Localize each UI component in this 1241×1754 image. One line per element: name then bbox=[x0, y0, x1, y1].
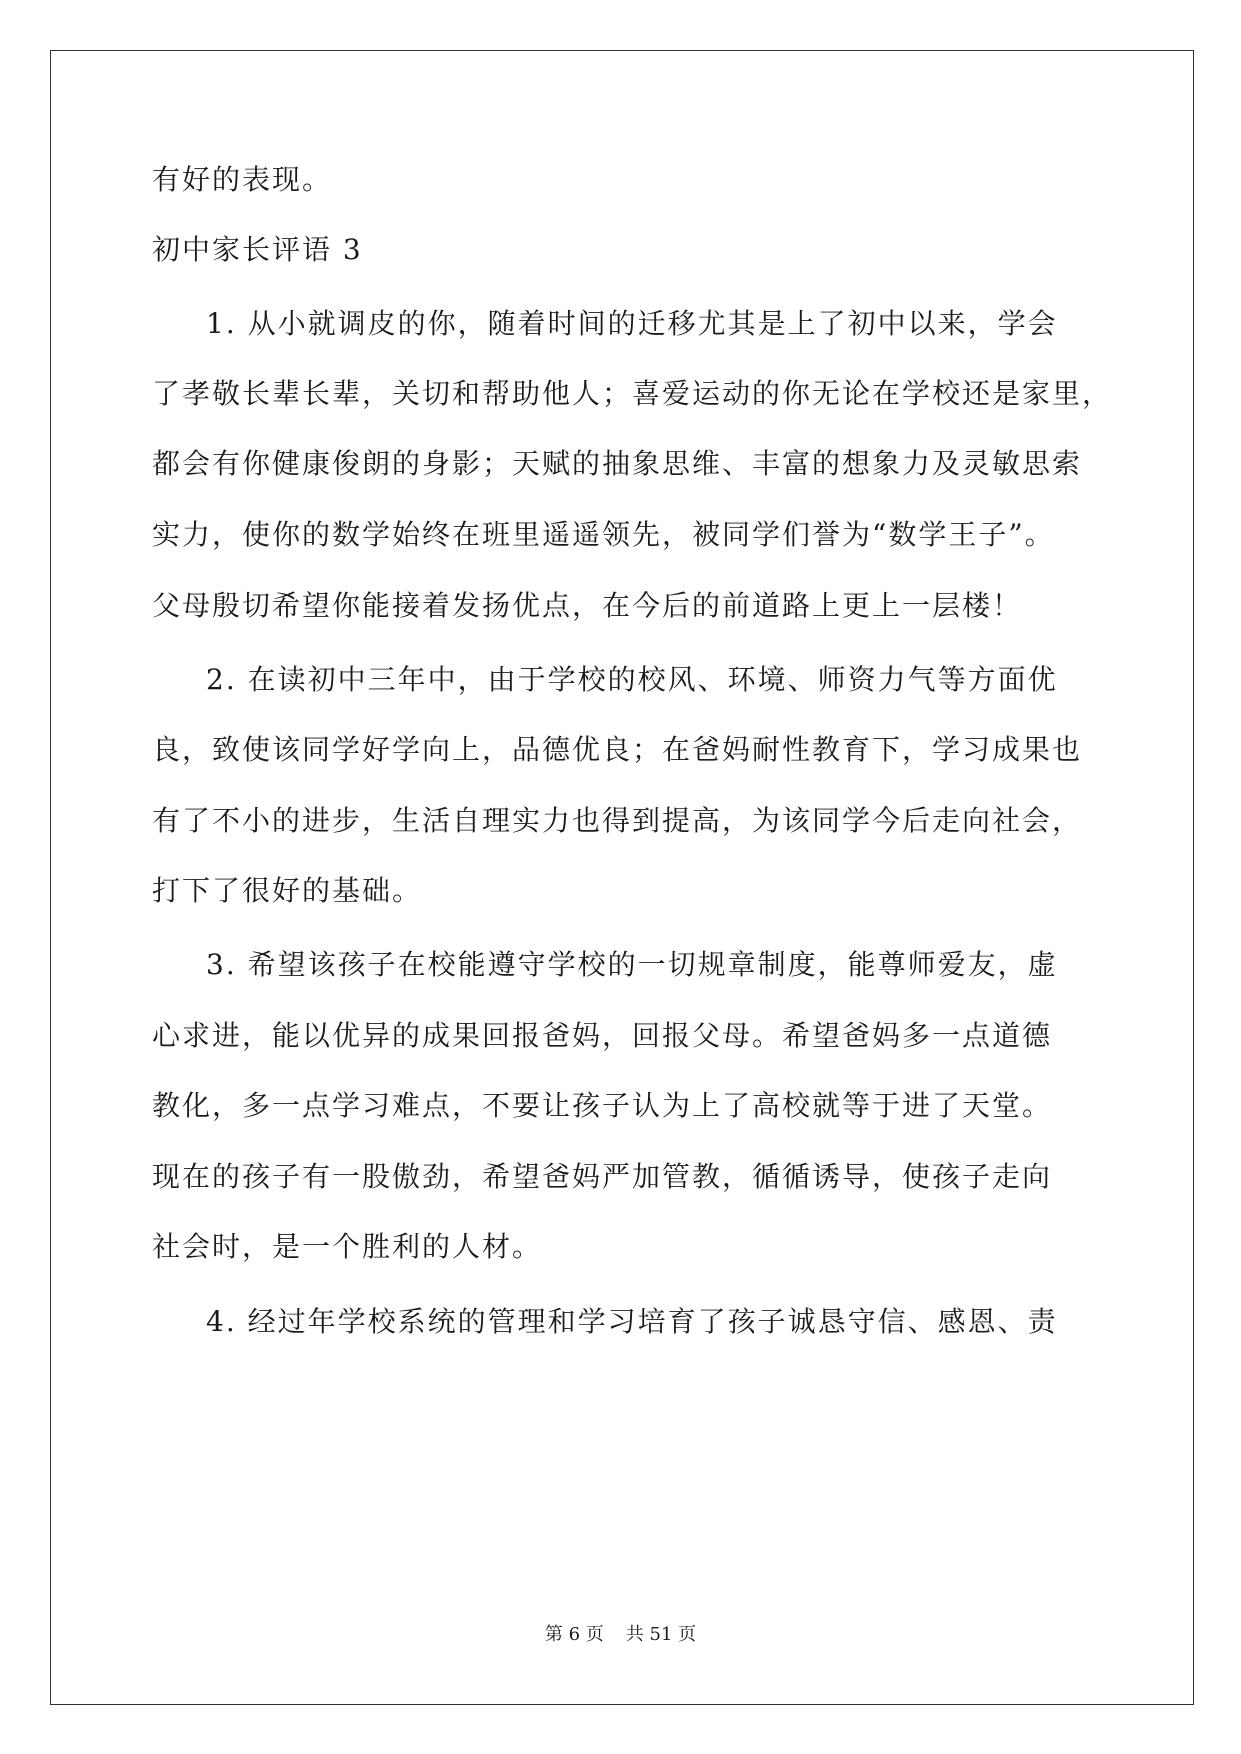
page-number: 第 6 页 bbox=[544, 1624, 604, 1645]
paragraph-2-line-4: 打下了很好的基础。 bbox=[152, 874, 423, 907]
text-line: 有好的表现。 bbox=[152, 163, 333, 196]
paragraph-3-line-2: 心求进，能以优异的成果回报爸妈，回报父母。希望爸妈多一点道德 bbox=[152, 1019, 1053, 1052]
paragraph-1-line-1: 1. 从小就调皮的你，随着时间的迁移尤其是上了初中以来，学会 bbox=[206, 307, 1058, 340]
page-footer bbox=[0, 1623, 1241, 1647]
paragraph-3-line-3: 教化，多一点学习难点，不要让孩子认为上了高校就等于进了天堂。 bbox=[152, 1089, 1053, 1122]
paragraph-2-line-3: 有了不小的进步，生活自理实力也得到提高，为该同学今后走向社会， bbox=[152, 804, 1083, 837]
section-heading: 初中家长评语 3 bbox=[152, 233, 363, 266]
page-total: 共 51 页 bbox=[625, 1624, 697, 1645]
paragraph-3-line-5: 社会时，是一个胜利的人材。 bbox=[152, 1230, 543, 1263]
paragraph-1-line-4: 实力，使你的数学始终在班里遥遥领先，被同学们誉为“数学王子”。 bbox=[152, 518, 1055, 551]
paragraph-3-line-1: 3. 希望该孩子在校能遵守学校的一切规章制度，能尊师爱友，虚 bbox=[206, 948, 1058, 981]
paragraph-1-line-3: 都会有你健康俊朗的身影；天赋的抽象思维、丰富的想象力及灵敏思索 bbox=[152, 447, 1083, 480]
paragraph-2-line-1: 2. 在读初中三年中，由于学校的校风、环境、师资力气等方面优 bbox=[206, 663, 1058, 696]
paragraph-1-line-5: 父母殷切希望你能接着发扬优点，在今后的前道路上更上一层楼！ bbox=[152, 589, 1023, 622]
paragraph-3-line-4: 现在的孩子有一股傲劲，希望爸妈严加管教，循循诱导，使孩子走向 bbox=[152, 1160, 1053, 1193]
paragraph-4-line-1: 4. 经过年学校系统的管理和学习培育了孩子诚恳守信、感恩、责 bbox=[206, 1305, 1058, 1338]
paragraph-2-line-2: 良，致使该同学好学向上，品德优良；在爸妈耐性教育下，学习成果也 bbox=[152, 733, 1083, 766]
paragraph-1-line-2: 了孝敬长辈长辈，关切和帮助他人；喜爱运动的你无论在学校还是家里， bbox=[152, 377, 1113, 410]
